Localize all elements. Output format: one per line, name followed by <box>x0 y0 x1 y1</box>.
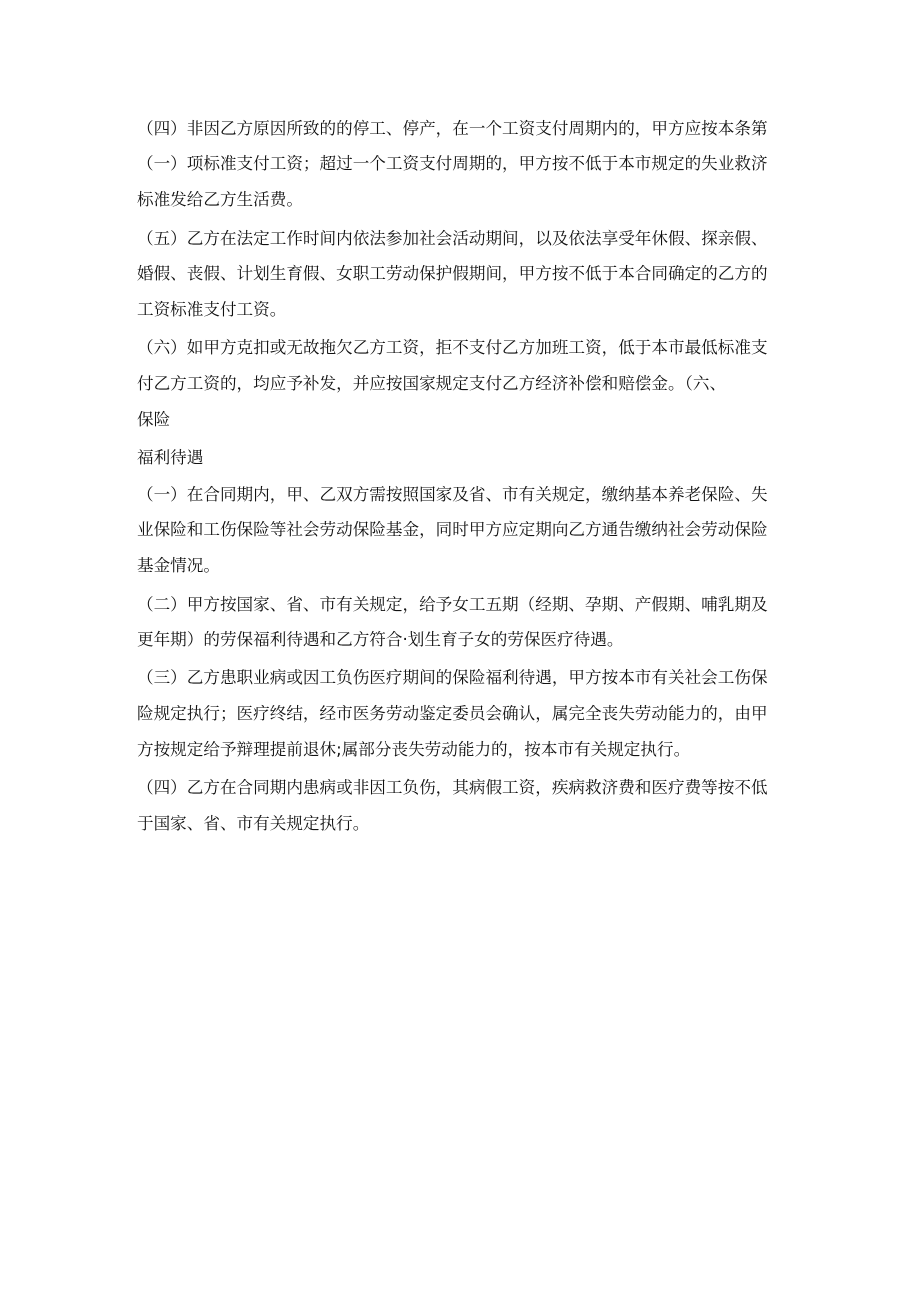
text-line: 基金情况。 <box>137 556 220 575</box>
text-line: 婚假、丧假、计划生育假、女职工劳动保护假期间，甲方按不低于本合同确定的乙方的 <box>137 264 768 283</box>
text-line: 于国家、省、市有关规定执行。 <box>137 814 370 833</box>
text-line: 标准发给乙方生活费。 <box>137 190 303 209</box>
text-line: 险规定执行；医疗终结，经市医务劳动鉴定委员会确认，属完全丧失劳动能力的，由甲 <box>137 704 768 723</box>
text-line: 方按规定给予辩理提前退休;属部分丧失劳动能力的，按本市有关规定执行。 <box>137 740 691 759</box>
section-heading: 福利待遇 <box>137 448 204 467</box>
text-line: 工资标准支付工资。 <box>137 300 287 319</box>
section-heading: 保险 <box>137 410 171 429</box>
text-line: （一）在合同期内，甲、乙双方需按照国家及省、市有关规定，缴纳基本养老保险、失 <box>137 485 768 504</box>
text-line: （三）乙方患职业病或因工负伤医疗期间的保险福利待遇，甲方按本市有关社会工伤保 <box>137 668 768 687</box>
text-line: 付乙方工资的，均应予补发，并应按国家规定支付乙方经济补偿和赔偿金。（六、 <box>137 374 727 393</box>
text-line: 业保险和工伤保险等社会劳动保险基金，同时甲方应定期向乙方通告缴纳社会劳动保险 <box>137 520 768 539</box>
text-line: 更年期）的劳保福利待遇和乙方符合·划生育子女的劳保医疗待遇。 <box>137 630 624 649</box>
text-line: （四）乙方在合同期内患病或非因工负伤，其病假工资，疾病救济费和医疗费等按不低 <box>137 778 768 797</box>
text-line: （四）非因乙方原因所致的的停工、停产，在一个工资支付周期内的，甲方应按本条第 <box>137 119 768 138</box>
text-line: （一）项标准支付工资；超过一个工资支付周期的，甲方按不低于本市规定的失业救济 <box>137 154 768 173</box>
text-line: （五）乙方在法定工作时间内依法参加社会活动期间，以及依法享受年休假、探亲假、 <box>137 229 768 248</box>
text-line: （六）如甲方克扣或无故拖欠乙方工资，拒不支付乙方加班工资，低于本市最低标准支 <box>137 338 768 357</box>
text-line: （二）甲方按国家、省、市有关规定，给予女工五期（经期、孕期、产假期、哺乳期及 <box>137 595 768 614</box>
